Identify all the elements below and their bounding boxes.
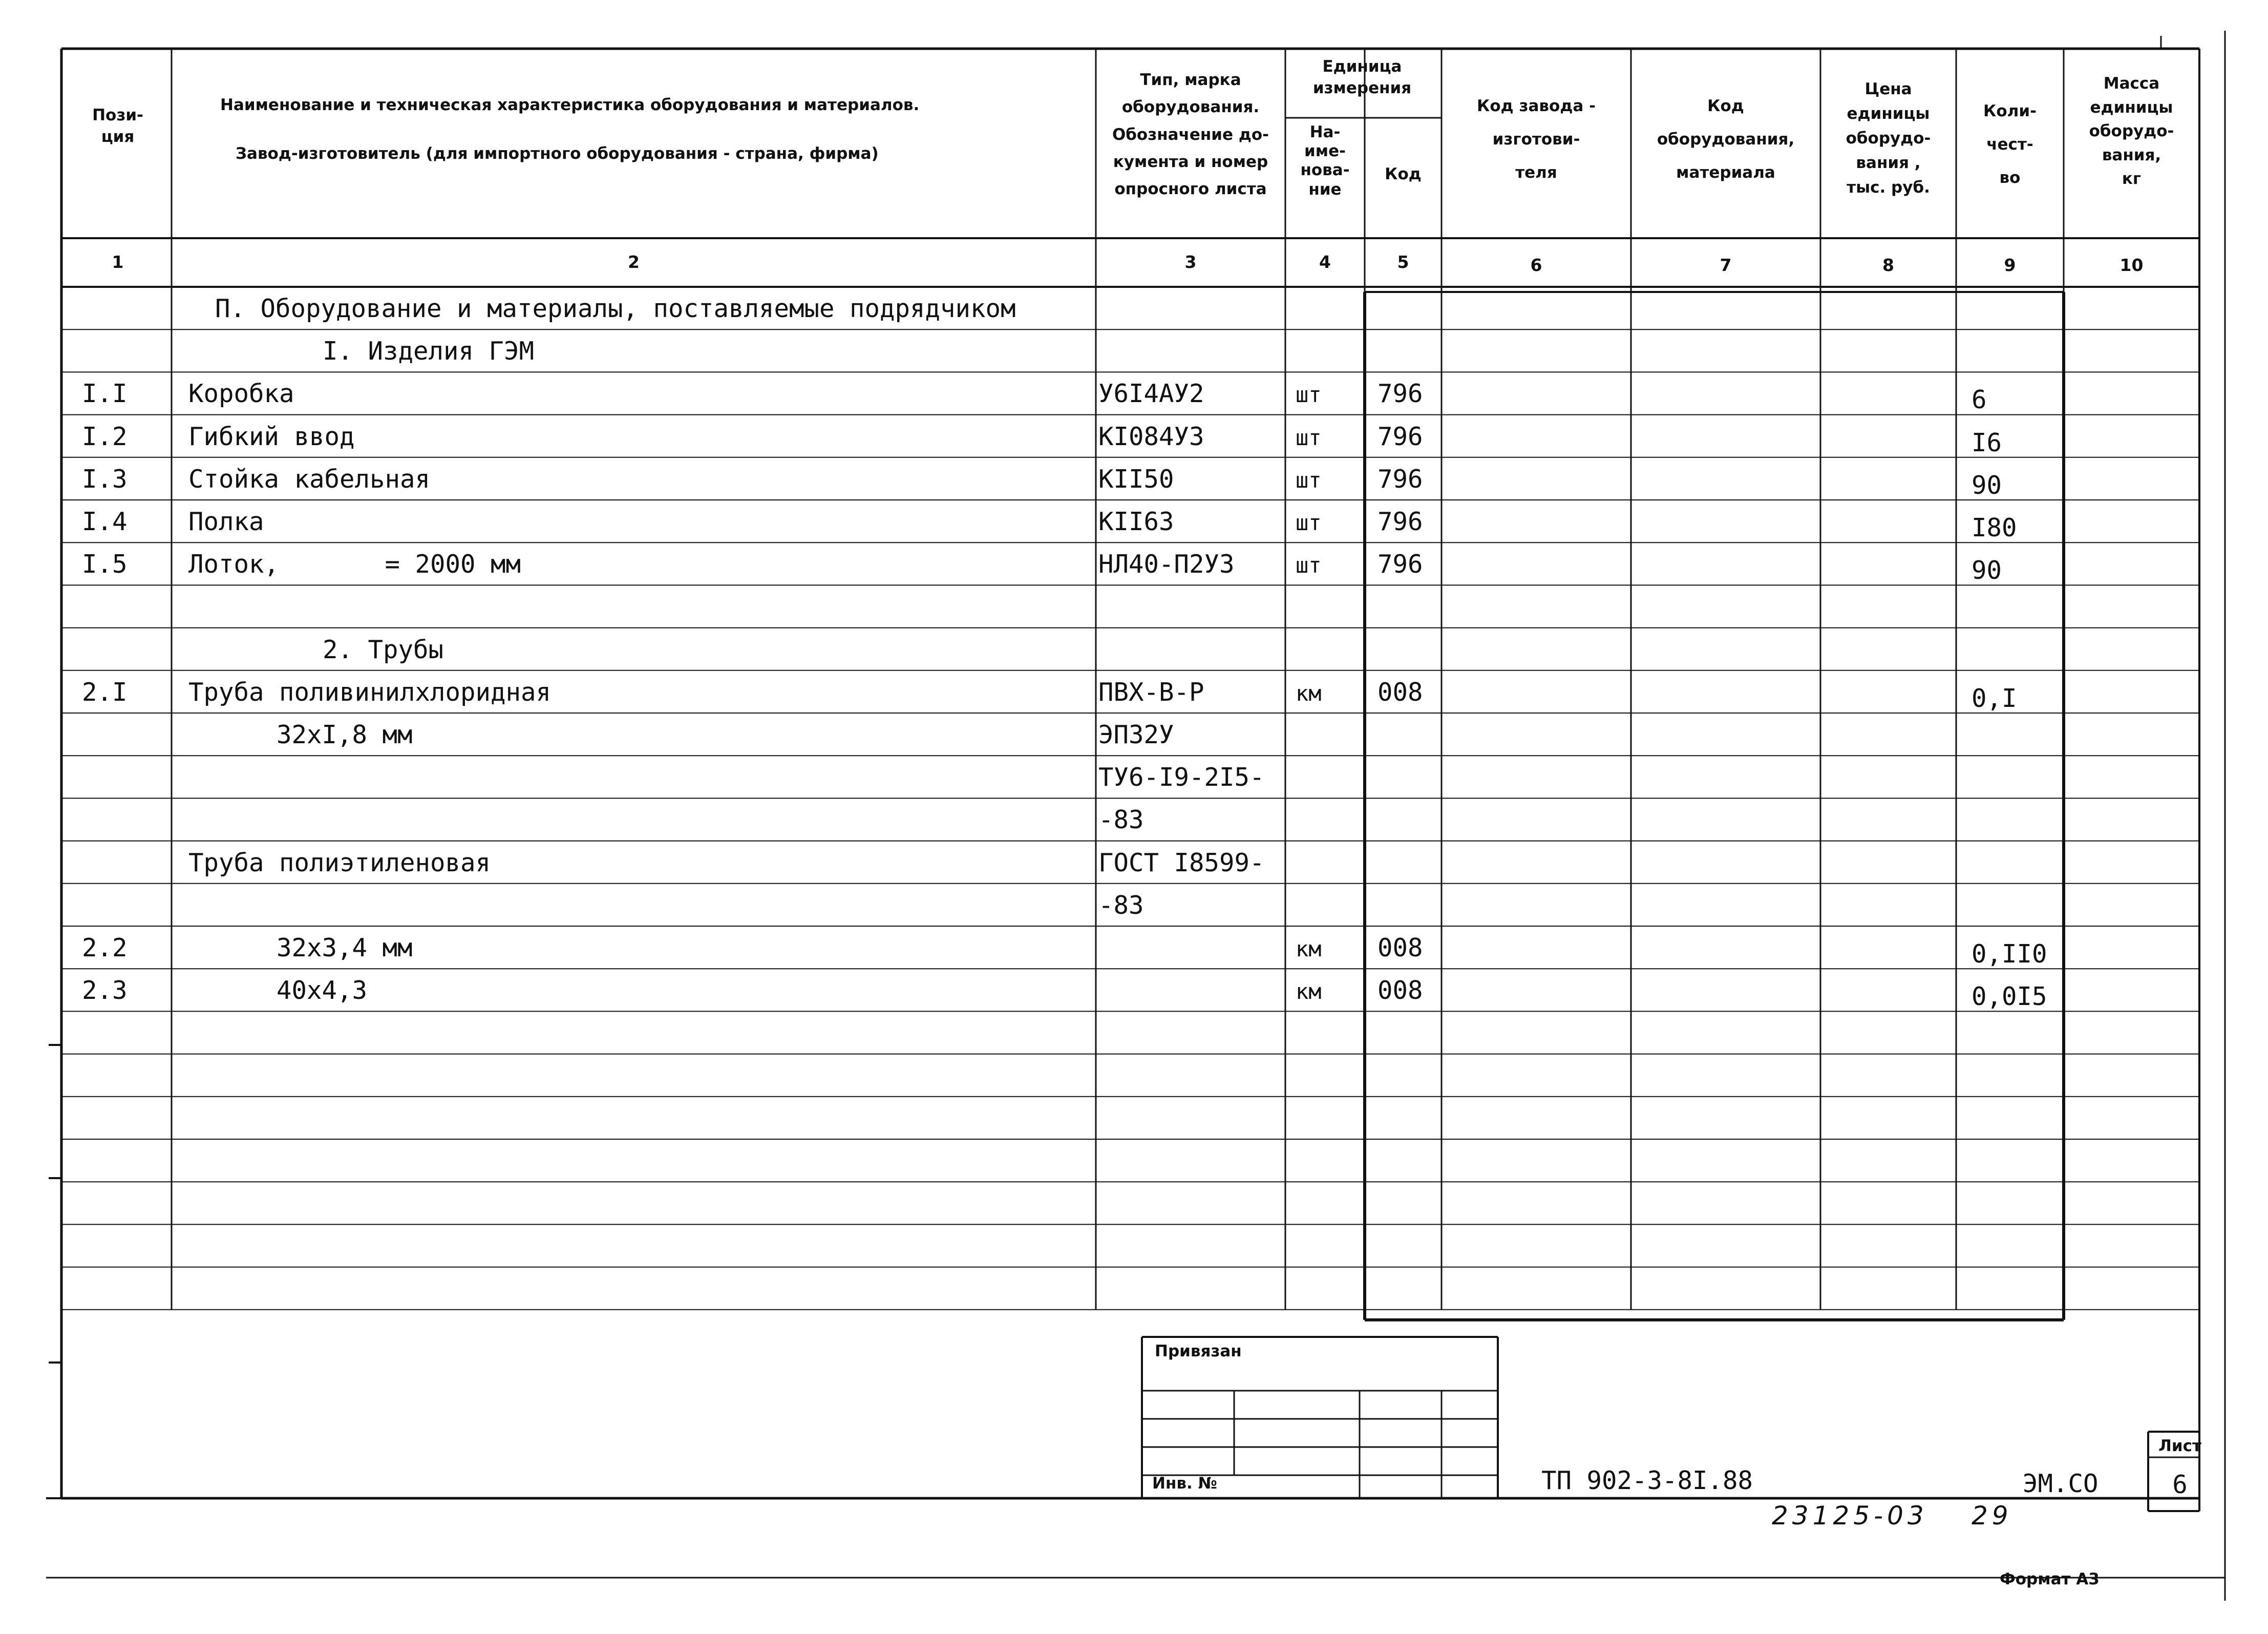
header-name-line1: Наименование и техническая характеристика оборудования и материалов. — [220, 96, 920, 114]
row-unit-code: 796 — [1377, 464, 1423, 494]
row-type-mark: ПВХ-В-Р — [1098, 677, 1204, 707]
row-position: I.4 — [82, 507, 128, 536]
row-quantity: 0,I — [1972, 683, 2017, 713]
header-type-mark: Тип, марка оборудования. Обозначение до- кумента и номер опросного листа — [1112, 71, 1269, 199]
row-name: Труба поливинилхлоридная — [188, 677, 552, 707]
row-name: Лоток, = 2000 мм — [188, 550, 521, 579]
row-position: I.3 — [82, 464, 128, 494]
row-name: Труба полиэтиленовая — [188, 848, 491, 877]
row-type-mark: НЛ40-П2У3 — [1098, 550, 1235, 579]
header-quantity: Коли- чест- во — [1983, 102, 2037, 187]
row-unit-name: шт — [1296, 467, 1322, 493]
column-number: 1 — [112, 252, 124, 272]
row-name: 32хI,8 мм — [277, 720, 413, 749]
row-name: Стойка кабельная — [188, 464, 431, 494]
paper-format: Формат А3 — [2000, 1570, 2100, 1588]
row-name: П. Оборудование и материалы, поставляемые подрядчиком — [215, 294, 1016, 323]
row-unit-code: 796 — [1377, 422, 1423, 451]
row-type-mark: КII50 — [1098, 464, 1174, 494]
header-equipment-code: Код оборудования, материала — [1657, 97, 1795, 182]
row-position: I.2 — [82, 422, 128, 451]
row-quantity: 0,II0 — [1972, 939, 2047, 969]
row-name: Коробка — [188, 379, 294, 409]
row-type-mark: -83 — [1098, 805, 1144, 835]
row-type-mark: У6I4АУ2 — [1098, 379, 1204, 409]
column-number: 6 — [1530, 255, 1542, 275]
section-code: ЭМ.СО — [2023, 1469, 2099, 1498]
row-unit-name: км — [1296, 936, 1322, 961]
row-position: 2.3 — [82, 976, 128, 1005]
row-type-mark: КII63 — [1098, 507, 1174, 536]
header-unit: Единица измерения — [1312, 57, 1412, 97]
row-unit-name: км — [1296, 979, 1322, 1004]
column-number: 10 — [2119, 255, 2144, 275]
column-number: 4 — [1319, 252, 1331, 272]
sheet-label: Лист — [2158, 1437, 2201, 1455]
header-unit-name: На- име- нова- ние — [1300, 123, 1350, 199]
row-unit-code: 008 — [1377, 976, 1423, 1005]
row-name: 2. Трубы — [323, 635, 444, 664]
row-quantity: 90 — [1972, 556, 2002, 585]
stamp-inv-number: Инв. № — [1152, 1474, 1217, 1493]
row-quantity: 90 — [1972, 470, 2002, 500]
row-name: 40х4,3 — [277, 976, 368, 1005]
header-position: Пози- ция — [92, 106, 143, 146]
row-type-mark: ГОСТ I8599- — [1098, 848, 1265, 877]
header-factory-code: Код завода - изготови- теля — [1477, 97, 1596, 182]
row-unit-name: шт — [1296, 425, 1322, 450]
header-unit-code: Код — [1385, 165, 1422, 183]
row-unit-name: км — [1296, 680, 1322, 706]
row-unit-code: 008 — [1377, 933, 1423, 962]
stamp-privyazan: Привязан — [1155, 1342, 1242, 1360]
row-unit-code: 796 — [1377, 507, 1423, 536]
column-number: 7 — [1720, 255, 1732, 275]
row-unit-code: 796 — [1377, 550, 1423, 579]
row-name: I. Изделия ГЭМ — [323, 337, 535, 366]
row-name: Полка — [188, 507, 264, 536]
row-quantity: 0,0I5 — [1972, 982, 2047, 1012]
archive-page: 29 — [1972, 1501, 2012, 1531]
column-number: 3 — [1184, 252, 1197, 272]
header-unit-price: Цена единицы оборудо- вания , тыс. руб. — [1846, 80, 1931, 197]
row-quantity: I6 — [1972, 428, 2002, 457]
header-unit-mass: Масса единицы оборудо- вания, кг — [2089, 74, 2174, 188]
row-quantity: 6 — [1972, 385, 1987, 415]
column-number: 5 — [1397, 252, 1409, 272]
row-position: I.I — [82, 379, 128, 409]
row-position: 2.2 — [82, 933, 128, 962]
row-position: 2.I — [82, 677, 128, 707]
row-unit-name: шт — [1296, 553, 1322, 578]
row-position: I.5 — [82, 550, 128, 579]
row-type-mark: КI084У3 — [1098, 422, 1204, 451]
header-name-line2: Завод-изготовитель (для импортного оборудования - страна, фирма) — [236, 144, 879, 163]
column-number: 8 — [1882, 255, 1894, 275]
document-designation: ТП 902-3-8I.88 — [1541, 1466, 1753, 1495]
row-type-mark: ЭП32У — [1098, 720, 1174, 749]
row-unit-code: 796 — [1377, 379, 1423, 409]
row-quantity: I80 — [1972, 513, 2017, 542]
row-unit-code: 008 — [1377, 677, 1423, 707]
sheet-number: 6 — [2172, 1470, 2188, 1499]
row-unit-name: шт — [1296, 510, 1322, 535]
row-unit-name: шт — [1296, 382, 1322, 408]
column-number: 2 — [628, 252, 640, 272]
archive-number: 23125-03 — [1772, 1501, 1928, 1531]
row-type-mark: ТУ6-I9-2I5- — [1098, 763, 1265, 792]
column-number: 9 — [2004, 255, 2016, 275]
row-name: Гибкий ввод — [188, 422, 355, 451]
row-name: 32х3,4 мм — [277, 933, 413, 962]
row-type-mark: -83 — [1098, 890, 1144, 920]
